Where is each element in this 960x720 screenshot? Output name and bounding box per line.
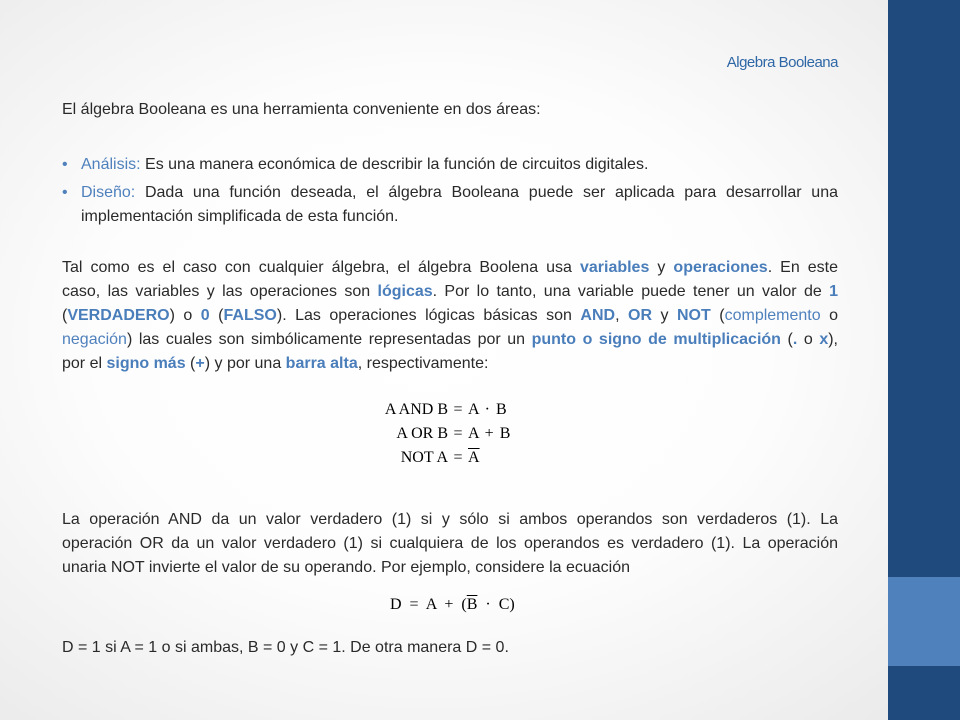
- variables-paragraph: [62, 256, 838, 376]
- bullet-design: [62, 181, 838, 229]
- equation-rhs-negated: $\overline{A}$: [468, 449, 480, 466]
- text-run: (: [62, 307, 68, 324]
- text-run: por el: [62, 355, 107, 372]
- key-term: x: [819, 331, 829, 348]
- text-run: unaria NOT invierte el valor de su operando. Por ejemplo, considere la ecuación: [62, 559, 631, 576]
- text-run: y: [652, 307, 677, 324]
- operations-paragraph: [62, 508, 838, 580]
- text-line: [81, 153, 838, 177]
- equals-sign: =: [453, 425, 463, 442]
- bullet-icon: •: [62, 184, 68, 201]
- negated-variable: $\overline{B}$: [466, 596, 478, 613]
- text-run: ) o: [169, 307, 201, 324]
- term-text: negación: [62, 331, 127, 348]
- text-run: y: [649, 259, 674, 276]
- equation-or: [360, 422, 510, 446]
- equation-rhs: A + B: [468, 425, 511, 442]
- text-run: ),: [828, 331, 838, 348]
- key-term: +: [195, 355, 205, 372]
- key-term: operaciones: [673, 259, 768, 276]
- text-run: La operación AND da un valor verdadero (1) si y sólo si ambos operandos son verdaderos (1). La: [62, 511, 838, 528]
- text-run: . En este: [767, 259, 839, 276]
- text-run: ) las cuales son simbólicamente representadas por un: [126, 331, 532, 348]
- text-line: [81, 181, 838, 205]
- text-run: ). Las operaciones lógicas básicas son: [276, 307, 581, 324]
- text-run: (: [185, 355, 196, 372]
- text-run: . Por lo tanto, una variable puede tener un valor de: [432, 283, 830, 300]
- key-term: 1: [829, 283, 839, 300]
- text-run: operación OR da un valor verdadero (1) si cualquiera de los operandos es verdadero (1). La operación: [62, 535, 838, 552]
- bullet-design-text: [81, 181, 838, 229]
- equation-lhs: NOT A: [400, 449, 448, 466]
- bullet-analysis-text: [81, 153, 838, 177]
- text-run: , respectivamente:: [357, 355, 489, 372]
- equation-lhs: A OR B: [396, 425, 448, 442]
- equals-sign: =: [453, 449, 463, 466]
- equation-part: · C): [477, 596, 515, 613]
- term-text: complemento: [724, 307, 821, 324]
- slide-title: Algebra Booleana: [726, 54, 838, 71]
- text-run: o: [797, 331, 820, 348]
- text-run: ,: [615, 307, 628, 324]
- equation-rhs: A · B: [468, 401, 507, 418]
- text-line: [62, 556, 838, 580]
- text-run: o: [820, 307, 839, 324]
- text-run: Tal como es el caso con cualquier álgebra, el álgebra Boolena usa: [62, 259, 580, 276]
- text-line: [62, 256, 838, 280]
- equals-sign: =: [453, 401, 463, 418]
- side-bar-accent-block: [888, 577, 960, 666]
- text-run: Es una manera económica de describir la función de circuitos digitales.: [140, 156, 649, 173]
- text-run: (: [780, 331, 793, 348]
- text-line: [62, 328, 838, 352]
- key-term: lógicas: [377, 283, 433, 300]
- text-line: [62, 304, 838, 328]
- key-term: barra alta: [285, 355, 358, 372]
- key-term: 0: [200, 307, 210, 324]
- text-run: ) y por una: [204, 355, 286, 372]
- text-line: [62, 280, 838, 304]
- key-term: AND: [580, 307, 616, 324]
- conclusion-text: D = 1 si A = 1 o si ambas, B = 0 y C = 1. De otra manera D = 0.: [62, 639, 509, 656]
- key-term: VERDADERO: [67, 307, 170, 324]
- bullet-icon: •: [62, 156, 68, 173]
- equation-and: [360, 398, 510, 422]
- key-term: NOT: [676, 307, 711, 324]
- boolean-operations-equations: [360, 398, 510, 470]
- example-equation: [390, 593, 515, 617]
- key-term: variables: [579, 259, 650, 276]
- equation-lhs: A AND B: [384, 401, 448, 418]
- equation-not: [360, 446, 510, 470]
- equation-part: D = A + (: [390, 596, 467, 613]
- text-line: [62, 352, 838, 376]
- key-term: .: [792, 331, 798, 348]
- key-term: FALSO: [223, 307, 277, 324]
- intro-text: El álgebra Booleana es una herramienta conveniente en dos áreas:: [62, 101, 541, 118]
- text-line: [62, 508, 838, 532]
- text-run: caso, las variables y las operaciones son: [62, 283, 378, 300]
- key-term: signo más: [106, 355, 186, 372]
- key-term: OR: [628, 307, 652, 324]
- text-run: implementación simplificada de esta función.: [81, 208, 399, 225]
- text-run: (: [710, 307, 725, 324]
- text-line: [81, 205, 838, 229]
- text-run: (: [209, 307, 224, 324]
- key-term: punto o signo de multiplicación: [531, 331, 781, 348]
- bullet-analysis: [62, 153, 838, 177]
- text-run: Dada una función deseada, el álgebra Booleana puede ser aplicada para desarrollar una: [135, 184, 838, 201]
- term-text: Análisis:: [81, 156, 141, 173]
- text-line: [62, 532, 838, 556]
- term-text: Diseño:: [81, 184, 136, 201]
